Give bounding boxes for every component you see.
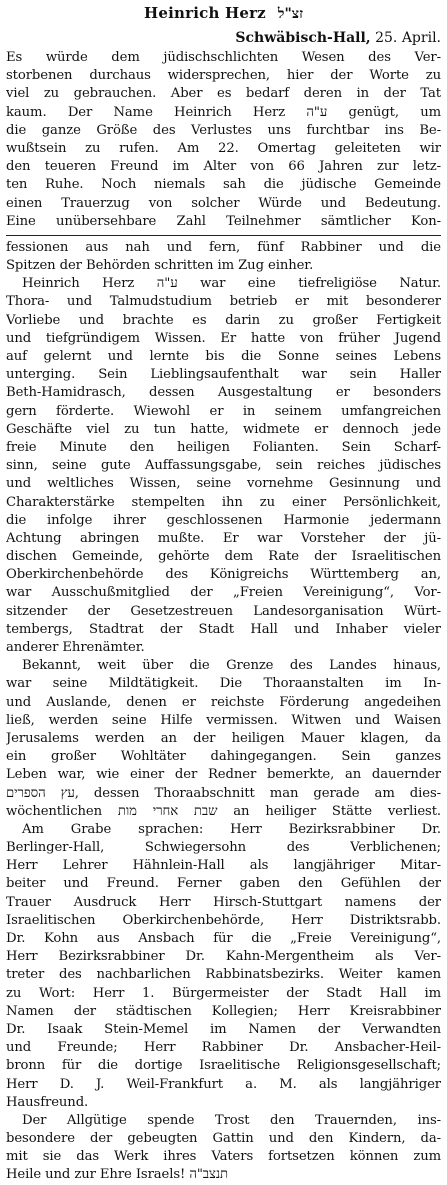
- text-line: Der Allgütige spende Trost den Trauernden, ins-: [22, 1112, 441, 1128]
- text-line: Heile und zur Ehre Israels! תנצב"ה: [6, 1167, 228, 1183]
- text-line: Hausfreund.: [6, 1094, 89, 1110]
- text-line: Es würde dem jüdischschlichten Wesen des Ver-: [6, 50, 441, 65]
- text-line: den teueren Freund im Alter von 66 Jahren zur letz-: [6, 159, 441, 175]
- text-line: treter des nachbarlichen Rabbinatsbezirks. Weiter kamen: [6, 967, 441, 983]
- text-line: die ganze Größe des Verlustes uns furchtbar ins Be-: [6, 122, 441, 138]
- text-line: Herr Bezirksrabbiner Dr. Kahn-Mergentheim als Ver-: [6, 949, 441, 965]
- text-line: wußtsein zu rufen. Am 22. Omertag geleiteten wir: [6, 140, 441, 156]
- text-line: Achtung abringen mußte. Er war Vorsteher der jü-: [6, 530, 441, 546]
- text-line: Dr. Isaak Stein-Memel im Namen der Verwandten: [6, 1021, 441, 1037]
- text-line: unterging. Sein Lieblingsaufenthalt war sein Haller: [6, 367, 441, 383]
- text-line: mit sie das Werk ihres Vaters fortsetzen können zum: [6, 1149, 441, 1165]
- text-line: Spitzen der Behörden schritten im Zug einher.: [6, 258, 314, 274]
- text-line: Berlinger-Hall, Schwiegersohn des Verblichenen;: [6, 840, 441, 856]
- text-line: Herr Lehrer Hähnlein-Hall als langjähriger Mitar-: [6, 858, 441, 874]
- text-line: bronn für die dortige Israelitische Religionsgesellschaft;: [6, 1058, 441, 1074]
- text-line: wöchentlichen שבת אחרי מות an heiliger Stätte verliest.: [6, 803, 441, 819]
- text-line: einen Trauerzug von solcher Würde und Bedeutung.: [6, 195, 441, 211]
- text-line: Beth-Hamidrasch, dessen Ausgestaltung er besonders: [6, 385, 441, 401]
- text-line: ten Ruhe. Noch niemals sah die jüdische Gemeinde: [6, 177, 441, 193]
- obituary-headline: [6, 4, 441, 26]
- dateline-date: 25. April.: [375, 30, 441, 46]
- text-line: viel zu gebrauchen. Aber es bedarf deren in der Tat: [6, 86, 441, 102]
- text-line: Vorliebe und brachte es darin zu großer Fertigkeit: [6, 312, 441, 328]
- headline-hebrew-honorific: זצ"ל: [277, 6, 303, 22]
- text-line: Heinrich Herz ע"ה war eine tiefreligiöse Natur.: [22, 276, 441, 292]
- text-line: Israelitischen Oberkirchenbehörde, Herr Distriktsrabb.: [6, 912, 441, 928]
- body-paragraphs: [6, 239, 441, 1185]
- text-line: Leben war, wie einer der Redner bemerkte, an dauernder: [6, 767, 441, 783]
- column-break-rule: [6, 235, 441, 236]
- text-line: sitzender der Gesetzestreuen Landesorganisation Würt-: [6, 603, 441, 619]
- text-line: Dr. Kohn aus Ansbach für die „Freie Vereinigung“,: [6, 931, 441, 946]
- text-line: Namen der städtischen Kollegien; Herr Kreisrabbiner: [6, 1003, 441, 1019]
- text-line: freie Minute den heiligen Folianten. Sein Scharf-: [6, 439, 441, 455]
- text-line: Jerusalems werden an der heiligen Mauer klagen, da: [6, 730, 441, 746]
- text-line: tembergs, Stadtrat der Stadt Hall und Inhaber vieler: [6, 621, 441, 637]
- text-line: Charakterstärke stempelten ihn zu einer Persönlichkeit,: [6, 494, 441, 510]
- text-line: dischen Gemeinde, gehörte dem Rate der Israelitischen: [6, 549, 441, 565]
- text-line: auf gelernt und lernte bis die Sonne seines Lebens: [6, 349, 441, 364]
- text-line: Oberkirchenbehörde des Königreichs Württemberg an,: [6, 567, 441, 583]
- text-line: und Freunde; Herr Rabbiner Dr. Ansbacher-Heil-: [6, 1040, 441, 1056]
- text-line: und Auslande, denen er reichste Förderung angedeihen: [6, 694, 441, 710]
- text-line: עץ הספרים, dessen Thoraabschnitt man gerade am dies-: [6, 785, 441, 801]
- text-line: storbenen durchaus widersprechen, hier der Worte zu: [6, 68, 441, 84]
- text-line: war Ausschußmitglied der „Freien Vereinigung“, Vor-: [6, 585, 441, 601]
- text-line: gern förderte. Wiewohl er in seinem umfangreichen: [6, 403, 441, 419]
- text-line: die infolge ihrer geschlossenen Harmonie jedermann: [6, 512, 441, 528]
- text-line: Am Grabe sprachen: Herr Bezirksrabbiner Dr.: [22, 821, 441, 837]
- text-line: besondere der gebeugten Gattin und den Kindern, da-: [6, 1131, 441, 1147]
- text-line: Geschäfte viel zu tun hatte, widmete er dennoch jede: [6, 421, 441, 437]
- text-line: Eine unübersehbare Zahl Teilnehmer sämtlicher Kon-: [6, 213, 441, 229]
- text-line: kaum. Der Name Heinrich Herz ע"ה genügt, um: [6, 104, 441, 120]
- text-line: Thora- und Talmudstudium betrieb er mit besonderer: [6, 294, 441, 310]
- dateline: [6, 28, 441, 48]
- dateline-place: Schwäbisch-Hall,: [235, 30, 371, 46]
- headline-name: Heinrich Herz: [143, 4, 266, 22]
- text-line: war seine Mildtätigkeit. Die Thoraanstalten im In-: [6, 676, 441, 692]
- text-line: beiter und Freund. Ferner gaben den Gefühlen der: [6, 876, 441, 892]
- text-line: Bekannt, weit über die Grenze des Landes hinaus,: [22, 658, 441, 674]
- text-line: Trauer Ausdruck Herr Hirsch-Stuttgart namens der: [6, 894, 441, 910]
- text-line: zu Wort: Herr 1. Bürgermeister der Stadt Hall im: [6, 985, 441, 1001]
- lead-paragraph: [6, 49, 441, 231]
- text-line: und weltliches Wissen, seine vornehme Gesinnung und: [6, 476, 441, 492]
- text-line: fessionen aus nah und fern, fünf Rabbiner und die: [6, 239, 441, 255]
- text-line: sinn, seine gute Auffassungsgabe, sein reiches jüdisches: [6, 458, 441, 474]
- text-line: ließ, werden seine Hilfe vermissen. Witwen und Waisen: [6, 712, 441, 728]
- text-line: und tiefgründigem Wissen. Er hatte von früher Jugend: [6, 330, 441, 346]
- text-line: ein großer Wohltäter dahingegangen. Sein ganzes: [6, 749, 441, 765]
- text-line: anderer Ehrenämter.: [6, 640, 145, 655]
- text-line: Herr D. J. Weil-Frankfurt a. M. als langjähriger: [6, 1076, 441, 1092]
